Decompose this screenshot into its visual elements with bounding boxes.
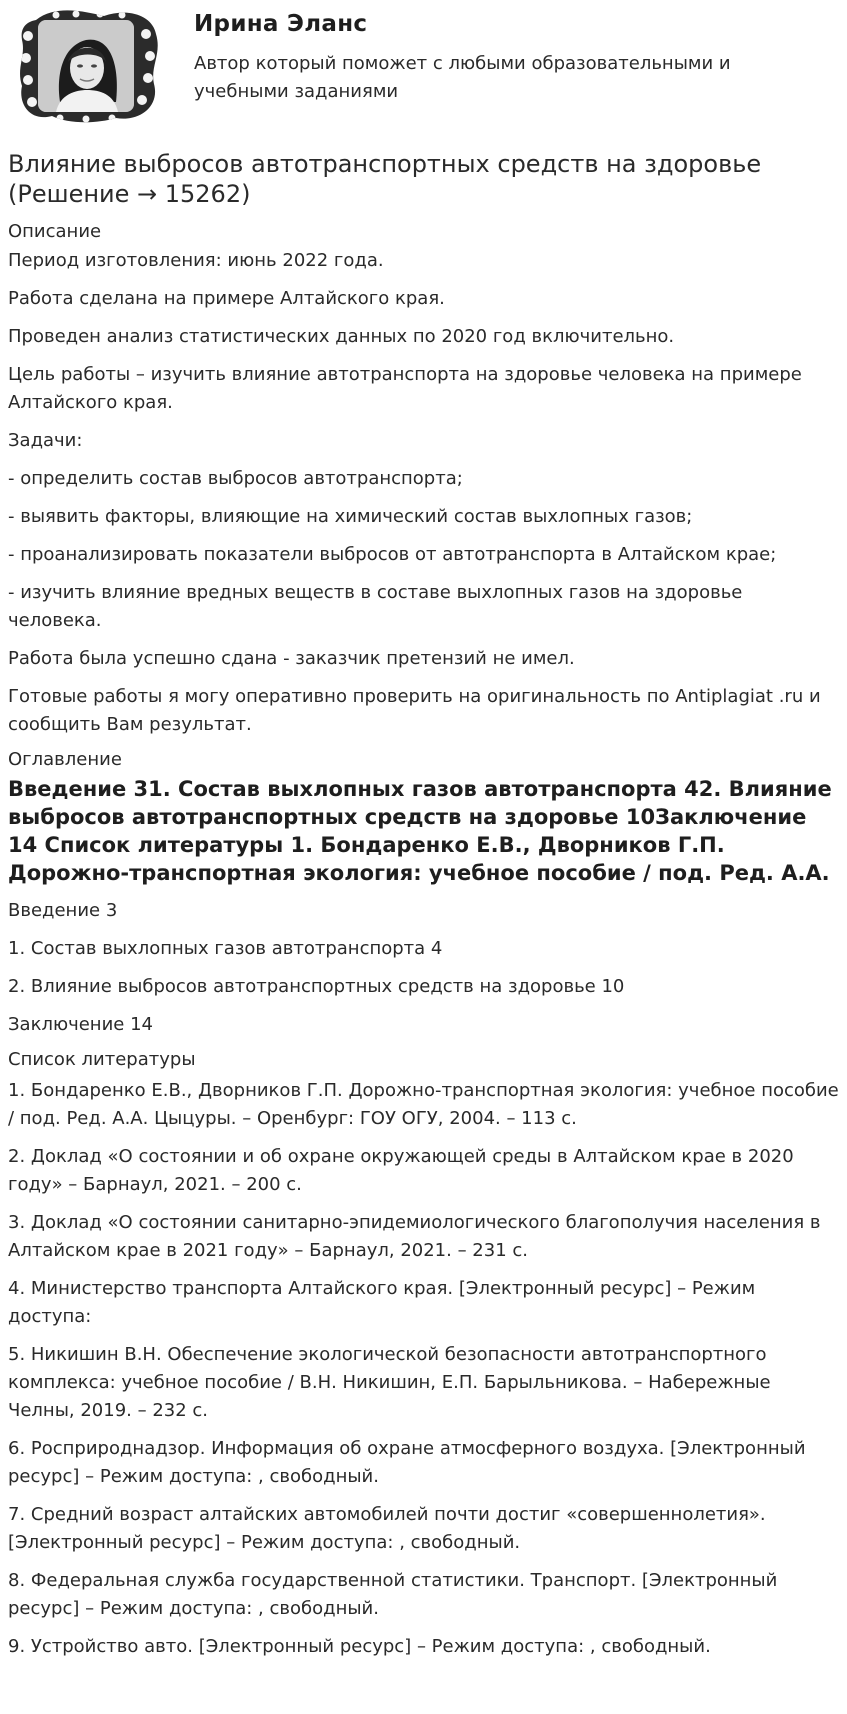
toc-item: 1. Состав выхлопных газов автотранспорта 4	[8, 938, 443, 959]
description-paragraph: Работа сделана на примере Алтайского края.	[8, 288, 445, 309]
bibliography-item: 7. Средний возраст алтайских автомобилей почти достиг «совершеннолетия». [Электронный ресурс] – Режим доступа: , свободный.	[8, 1504, 766, 1553]
author-description: Автор который поможет с любыми образовательными и учебными заданиями	[194, 53, 731, 102]
toc-item: Заключение 14	[8, 1014, 153, 1035]
description-paragraph: - изучить влияние вредных веществ в составе выхлопных газов на здоровье человека.	[8, 582, 743, 631]
description-paragraph: Проведен анализ статистических данных по 2020 год включительно.	[8, 326, 675, 347]
toc-item: 2. Влияние выбросов автотранспортных средств на здоровье 10	[8, 976, 625, 997]
description-paragraph: Работа была успешно сдана - заказчик претензий не имел.	[8, 648, 575, 669]
description-paragraph: Цель работы – изучить влияние автотранспорта на здоровье человека на примере Алтайского края.	[8, 364, 802, 413]
bibliography-item: 5. Никишин В.Н. Обеспечение экологической безопасности автотранспортного комплекса: учебное пособие / В.Н. Никишин, Е.П. Барыльникова. – Набережные Челны, 2019. – 232 с.	[8, 1344, 771, 1421]
description-paragraph: Готовые работы я могу оперативно проверить на оригинальность по Antiplagiat .ru и сообщить Вам результат.	[8, 686, 821, 735]
author-name[interactable]: Ирина Эланс	[194, 11, 368, 37]
description-paragraph: - проанализировать показатели выбросов от автотранспорта в Алтайском крае;	[8, 544, 777, 565]
toc-list	[8, 897, 839, 1039]
toc-item: Введение 3	[8, 900, 118, 921]
toc-summary: Введение 31. Состав выхлопных газов автотранспорта 42. Влияние выбросов автотранспортных средств на здоровье 10Заключение 14 Список литературы 1. Бондаренко Е.В., Дворников Г.П. Дорожно-транспортная экология: учебное пособие / под. Ред. А.А.	[8, 777, 832, 885]
description-paragraph: Задачи:	[8, 430, 83, 451]
author-avatar[interactable]	[16, 6, 162, 124]
bibliography-item: 9. Устройство авто. [Электронный ресурс] – Режим доступа: , свободный.	[8, 1636, 711, 1657]
description-paragraph: - выявить факторы, влияющие на химический состав выхлопных газов;	[8, 506, 693, 527]
toc-label: Оглавление	[8, 749, 122, 770]
bibliography-item: 6. Росприроднадзор. Информация об охране атмосферного воздуха. [Электронный ресурс] – Режим доступа: , свободный.	[8, 1438, 806, 1487]
description-label: Описание	[8, 221, 102, 242]
bibliography-item: 3. Доклад «О состоянии санитарно-эпидемиологического благополучия населения в Алтайском крае в 2021 году» – Барнаул, 2021. – 231 с.	[8, 1212, 821, 1261]
bibliography-item: 1. Бондаренко Е.В., Дворников Г.П. Дорожно-транспортная экология: учебное пособие / под. Ред. А.А. Цыцуры. – Оренбург: ГОУ ОГУ, 2004. – 113 с.	[8, 1080, 839, 1129]
page-title: Влияние выбросов автотранспортных средств на здоровье (Решение → 15262)	[8, 150, 762, 208]
author-card	[8, 0, 839, 128]
bibliography-list	[8, 1077, 839, 1661]
description-body	[8, 247, 839, 739]
bibliography-label: Список литературы	[8, 1049, 196, 1070]
description-paragraph: - определить состав выбросов автотранспорта;	[8, 468, 463, 489]
description-paragraph: Период изготовления: июнь 2022 года.	[8, 250, 384, 271]
bibliography-item: 4. Министерство транспорта Алтайского края. [Электронный ресурс] – Режим доступа:	[8, 1278, 756, 1327]
bibliography-item: 2. Доклад «О состоянии и об охране окружающей среды в Алтайском крае в 2020 году» – Барнаул, 2021. – 200 с.	[8, 1146, 794, 1195]
bibliography-item: 8. Федеральная служба государственной статистики. Транспорт. [Электронный ресурс] – Режим доступа: , свободный.	[8, 1570, 778, 1619]
